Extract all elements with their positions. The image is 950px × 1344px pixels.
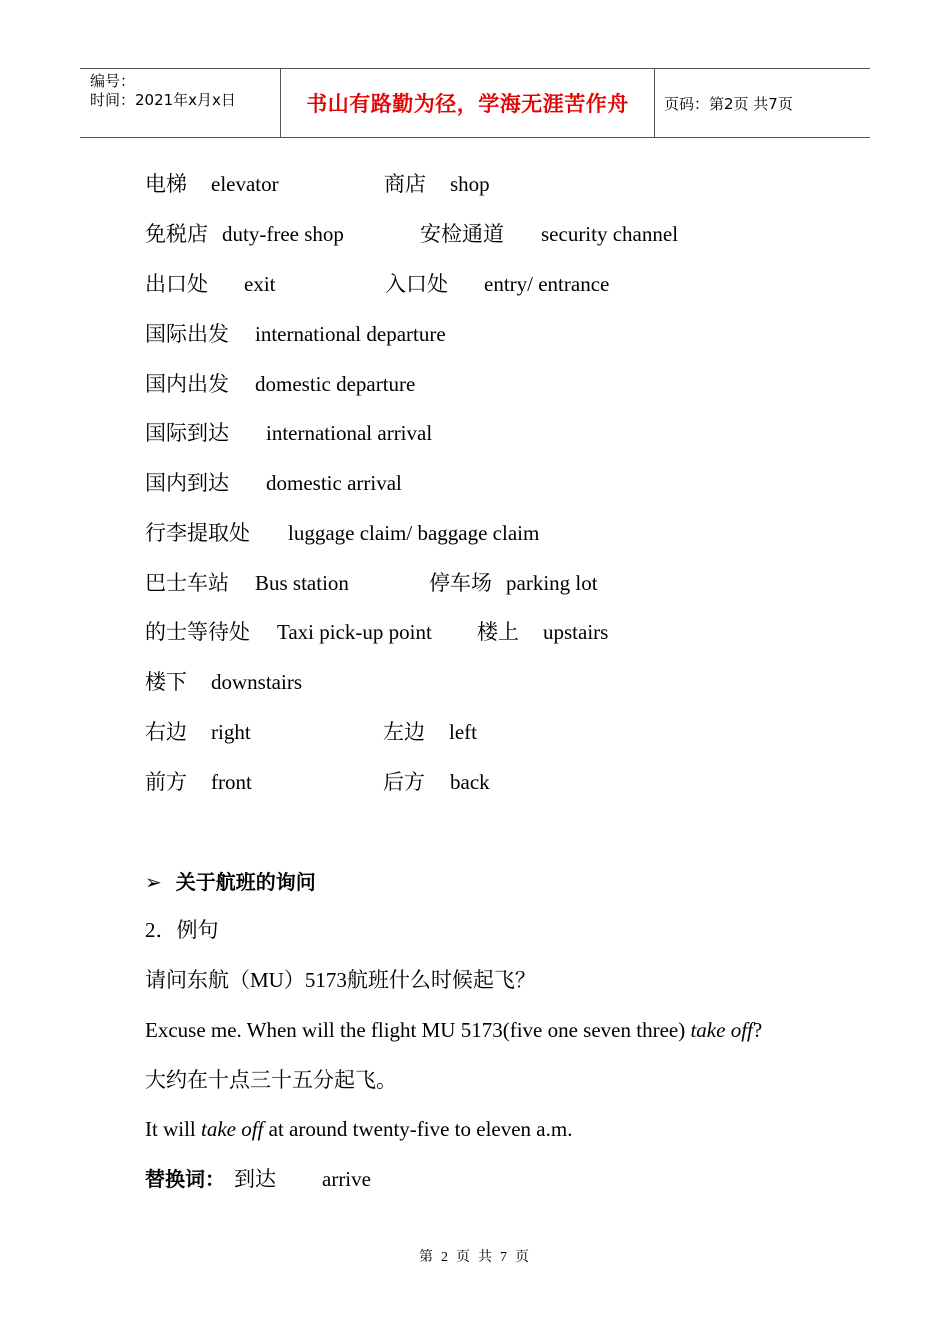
vocab-en: back [450,770,490,794]
vocab-en: upstairs [543,620,609,644]
footer-ye: 页 [515,1250,531,1265]
vocab-en: right [211,720,251,744]
vocab-zh: 后方 [383,770,425,794]
question-english [145,1016,762,1044]
vocab-en: parking lot [506,571,598,595]
vocab-en: international departure [255,322,446,346]
document-number-label: 编号： [90,72,136,90]
replacement-chinese: 到达 [234,1167,276,1191]
header-motto: 书山有路勤为径，学海无涯苦作舟 [306,92,629,116]
vocab-en: exit [244,272,276,296]
vocab-en: front [211,770,252,794]
answer-chinese: 大约在十点三十五分起飞。 [145,1068,397,1092]
vocab-zh: 出口处 [145,272,208,296]
vocab-en: domestic departure [255,372,416,396]
question-english-phrase: take off [690,1018,753,1042]
vocab-zh: 右边 [145,720,187,744]
vocab-en: entry/ entrance [484,272,610,296]
footer-total-pages: 7 [500,1250,509,1265]
answer-english-text: at around twenty-five to eleven a.m. [263,1117,573,1141]
replacement-line [145,1165,371,1193]
vocab-en: downstairs [211,670,302,694]
vocab-zh: 楼下 [145,670,187,694]
header-meta [80,69,281,137]
vocab-zh: 国际出发 [145,322,229,346]
vocab-en: Taxi pick-up point [277,620,432,644]
section-heading-text: 关于航班的询问 [175,870,316,894]
page-footer [0,1246,950,1266]
document-date: 时间：2021年x月x日 [90,91,236,109]
answer-english [145,1115,572,1143]
vocab-zh: 国内出发 [145,372,229,396]
vocab-en: left [449,720,477,744]
vocab-zh: 停车场 [429,571,492,595]
vocab-zh: 行李提取处 [145,521,250,545]
answer-english-phrase: take off [201,1117,264,1141]
question-english-end: ? [752,1018,763,1042]
vocab-zh: 的士等待处 [145,620,250,644]
vocab-zh: 楼上 [477,620,519,644]
bullet-arrow-icon: ➢ [145,870,162,894]
vocab-zh: 电梯 [145,172,187,196]
vocab-en: security channel [541,222,679,246]
vocab-zh: 国内到达 [145,471,229,495]
footer-di: 第 [419,1250,435,1265]
footer-ye: 页 [456,1250,472,1265]
header-motto-cell [281,69,655,137]
answer-english-start: It will [145,1117,201,1141]
vocab-zh: 入口处 [385,272,448,296]
vocab-en: luggage claim/ baggage claim [288,521,540,545]
vocab-zh: 免税店 [145,222,208,246]
question-chinese: 请问东航（MU）5173航班什么时候起飞？ [145,968,536,992]
vocab-zh: 前方 [145,770,187,794]
footer-gong: 共 [478,1250,494,1265]
vocab-en: elevator [211,172,279,196]
vocab-zh: 国际到达 [145,421,229,445]
vocab-en: shop [450,172,490,196]
vocab-en: domestic arrival [266,471,402,495]
vocab-zh: 安检通道 [420,222,504,246]
header-page-info: 页码：第2页 共7页 [664,94,793,113]
question-english-text: Excuse me. When will the flight MU 5173(five one seven three) [145,1018,691,1042]
example-label: 2．例句 [145,918,219,942]
page-header [80,68,870,138]
section-heading [145,866,316,895]
footer-page-number: 2 [441,1250,450,1265]
vocab-zh: 商店 [384,172,426,196]
replacement-label: 替换词： [145,1167,225,1191]
header-page-info-cell [655,69,870,137]
replacement-english: arrive [322,1167,371,1191]
vocab-en: Bus station [255,571,349,595]
vocab-en: international arrival [266,421,433,445]
vocab-zh: 巴士车站 [145,571,229,595]
vocab-zh: 左边 [383,720,425,744]
vocab-en: duty-free shop [222,222,344,246]
